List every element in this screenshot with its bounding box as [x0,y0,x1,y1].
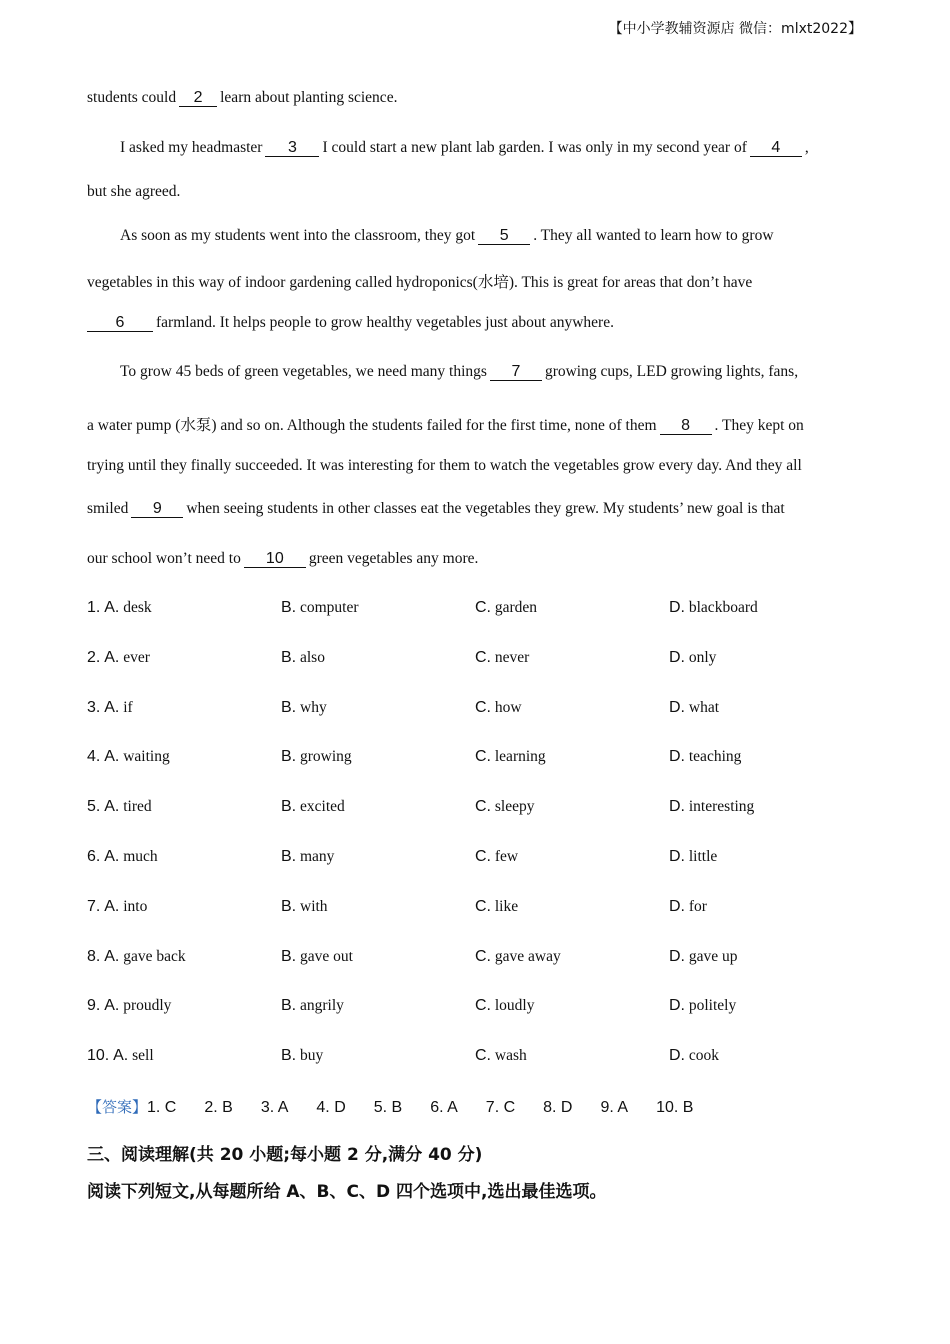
passage-line: a water pump (水泵) and so on. Although the students failed for the first time, none of them 8 . They kept on [87,417,804,434]
option-letter: A. [104,848,120,865]
option-text: why [300,698,327,716]
option-letter: B. [281,798,297,816]
option-text: gave out [300,947,353,965]
option-letter: D. [669,897,685,915]
blank-7: 7 [490,364,542,381]
answer-item: 6. A [430,1099,458,1116]
option-letter: A. [104,599,120,616]
passage-line: To grow 45 beds of green vegetables, we need many things 7 growing cups, LED growing lights, fans, [120,363,799,380]
option-d [669,898,707,916]
answer-line [87,1096,721,1117]
option-text: sell [132,1047,154,1065]
option-d [669,699,719,717]
option-letter: D. [669,798,685,816]
option-text: sleepy [494,798,535,816]
option-letter: C. [475,599,491,616]
option-b [281,848,334,866]
answer-item: 5. B [373,1099,403,1116]
option-c [475,748,546,766]
option-c [475,997,535,1015]
option-letter: C. [475,1047,491,1065]
option-c [475,898,518,916]
option-letter: D. [669,599,685,616]
option-letter: B. [281,698,297,716]
option-letter: C. [475,947,491,965]
option-d [669,748,741,766]
option-b [281,1047,323,1065]
blank-5: 5 [478,228,530,245]
option-text: how [494,698,522,716]
option-text: teaching [688,748,742,766]
option-letter: A. [104,648,120,666]
option-text: what [688,698,720,716]
answer-item: 7. C [485,1099,516,1116]
option-text: angrily [300,997,344,1015]
passage-line: trying until they finally succeeded. It was interesting for them to watch the vegetables grow every day. And they all [87,457,802,474]
option-b [281,649,325,667]
option-text: learning [494,748,546,766]
option-text: little [688,848,718,865]
question-row [87,748,887,770]
option-a [87,599,152,617]
question-number: 4. [87,748,101,766]
option-text: never [494,648,530,666]
option-text: tired [123,798,152,816]
answer-tag: 【答案】 [87,1098,148,1116]
option-a [87,1047,154,1065]
option-text: buy [300,1047,324,1065]
option-letter: C. [475,648,491,666]
option-d [669,798,754,816]
option-letter: D. [669,947,685,965]
option-d [669,1047,719,1065]
option-b [281,599,359,617]
option-b [281,748,352,766]
blank-8: 8 [660,418,712,435]
option-c [475,848,518,866]
option-letter: A. [104,698,120,716]
option-letter: C. [475,897,491,915]
question-row [87,848,887,870]
option-text: if [123,698,133,716]
blank-9: 9 [131,501,183,518]
option-text: gave up [688,947,738,965]
passage-line: students could 2 learn about planting science. [87,89,398,106]
blank-4: 4 [750,140,802,157]
option-letter: D. [669,698,685,716]
option-letter: C. [475,698,491,716]
option-text: proudly [123,997,172,1015]
option-text: garden [494,599,538,616]
question-row [87,898,887,920]
option-d [669,848,717,866]
question-row [87,1047,887,1069]
option-d [669,649,716,667]
option-a [87,848,158,866]
question-number: 6. [87,848,101,865]
question-row [87,649,887,671]
section-title: 三、阅读理解(共 20 小题;每小题 2 分,满分 40 分) [87,1145,483,1165]
option-d [669,948,738,966]
question-row [87,699,887,721]
option-d [669,997,736,1015]
question-row [87,997,887,1019]
option-b [281,699,327,717]
question-number: 8. [87,947,101,965]
option-letter: B. [281,997,297,1015]
option-c [475,599,537,617]
option-a [87,997,171,1015]
option-text: for [688,897,707,915]
passage-line: I asked my headmaster 3 I could start a new plant lab garden. I was only in my second year of 4 , [120,139,809,156]
answer-item: 9. A [600,1099,629,1116]
option-a [87,798,152,816]
option-letter: B. [281,599,297,616]
option-a [87,699,133,717]
option-text: desk [123,599,152,616]
option-letter: A. [104,748,120,766]
option-d [669,599,758,617]
option-letter: B. [281,848,297,865]
blank-3: 3 [265,140,319,157]
option-text: much [123,848,158,865]
option-letter: D. [669,1047,685,1065]
question-number: 2. [87,648,101,666]
option-letter: D. [669,848,685,865]
option-c [475,948,561,966]
answer-item: 1. C [147,1099,177,1116]
option-letter: B. [281,947,297,965]
option-text: excited [300,798,345,816]
option-letter: A. [104,897,120,915]
option-a [87,748,170,766]
blank-2: 2 [179,90,217,107]
option-a [87,649,150,667]
option-letter: B. [281,748,297,766]
option-c [475,798,534,816]
question-number: 7. [87,897,101,915]
answer-item: 3. A [260,1099,289,1116]
section-instruction: 阅读下列短文,从每题所给 A、B、C、D 四个选项中,选出最佳选项。 [87,1182,607,1202]
option-text: wash [494,1047,527,1065]
option-letter: C. [475,798,491,816]
page-header: 【中小学教辅资源店 微信：mlxt2022】 [608,21,862,37]
option-text: gave away [494,947,561,965]
option-text: only [688,648,717,666]
option-b [281,898,328,916]
option-letter: A. [104,798,120,816]
option-text: few [494,848,519,865]
option-letter: C. [475,848,491,865]
option-text: with [300,897,328,915]
option-text: into [123,897,148,915]
option-letter: A. [104,997,120,1015]
option-text: gave back [123,947,186,965]
option-c [475,1047,527,1065]
passage-line: but she agreed. [87,183,181,200]
option-b [281,997,344,1015]
option-a [87,948,186,966]
option-letter: D. [669,748,685,766]
answer-item: 2. B [204,1099,233,1116]
question-row [87,798,887,820]
answer-item: 8. D [543,1099,573,1116]
option-letter: A. [104,947,120,965]
option-b [281,948,353,966]
question-row [87,599,887,621]
option-text: blackboard [688,599,758,616]
option-text: growing [300,748,352,766]
option-text: waiting [123,748,170,766]
option-text: also [300,648,325,666]
option-text: like [494,897,519,915]
option-text: cook [688,1047,720,1065]
option-c [475,649,529,667]
question-number: 1. [87,599,101,616]
option-letter: C. [475,997,491,1015]
option-letter: D. [669,997,685,1015]
passage-line: vegetables in this way of indoor gardening called hydroponics(水培). This is great for areas that don’t have [87,274,753,291]
option-b [281,798,345,816]
option-letter: B. [281,1047,297,1065]
option-a [87,898,147,916]
option-letter: B. [281,897,297,915]
blank-6: 6 [87,315,153,332]
option-letter: B. [281,648,297,666]
question-row [87,948,887,970]
option-text: computer [300,599,359,616]
question-number: 9. [87,997,101,1015]
option-text: many [300,848,335,865]
question-number: 3. [87,698,101,716]
answer-item: 10. B [656,1099,694,1116]
option-c [475,699,522,717]
option-text: interesting [688,798,755,816]
question-number: 5. [87,798,101,816]
passage-line: 6 farmland. It helps people to grow healthy vegetables just about anywhere. [84,314,614,332]
passage-line: As soon as my students went into the classroom, they got 5 . They all wanted to learn how to grow [120,227,774,244]
question-number: 10. [87,1047,110,1065]
option-text: loudly [494,997,535,1015]
option-letter: D. [669,648,685,666]
passage-line: smiled 9 when seeing students in other classes eat the vegetables they grew. My students’ new goal is that [87,500,785,517]
answer-item: 4. D [316,1099,346,1116]
blank-10: 10 [244,551,306,568]
option-letter: A. [113,1047,129,1065]
option-text: politely [688,997,737,1015]
option-text: ever [123,648,150,666]
passage-line: our school won’t need to 10 green vegetables any more. [87,550,479,567]
option-letter: C. [475,748,491,766]
